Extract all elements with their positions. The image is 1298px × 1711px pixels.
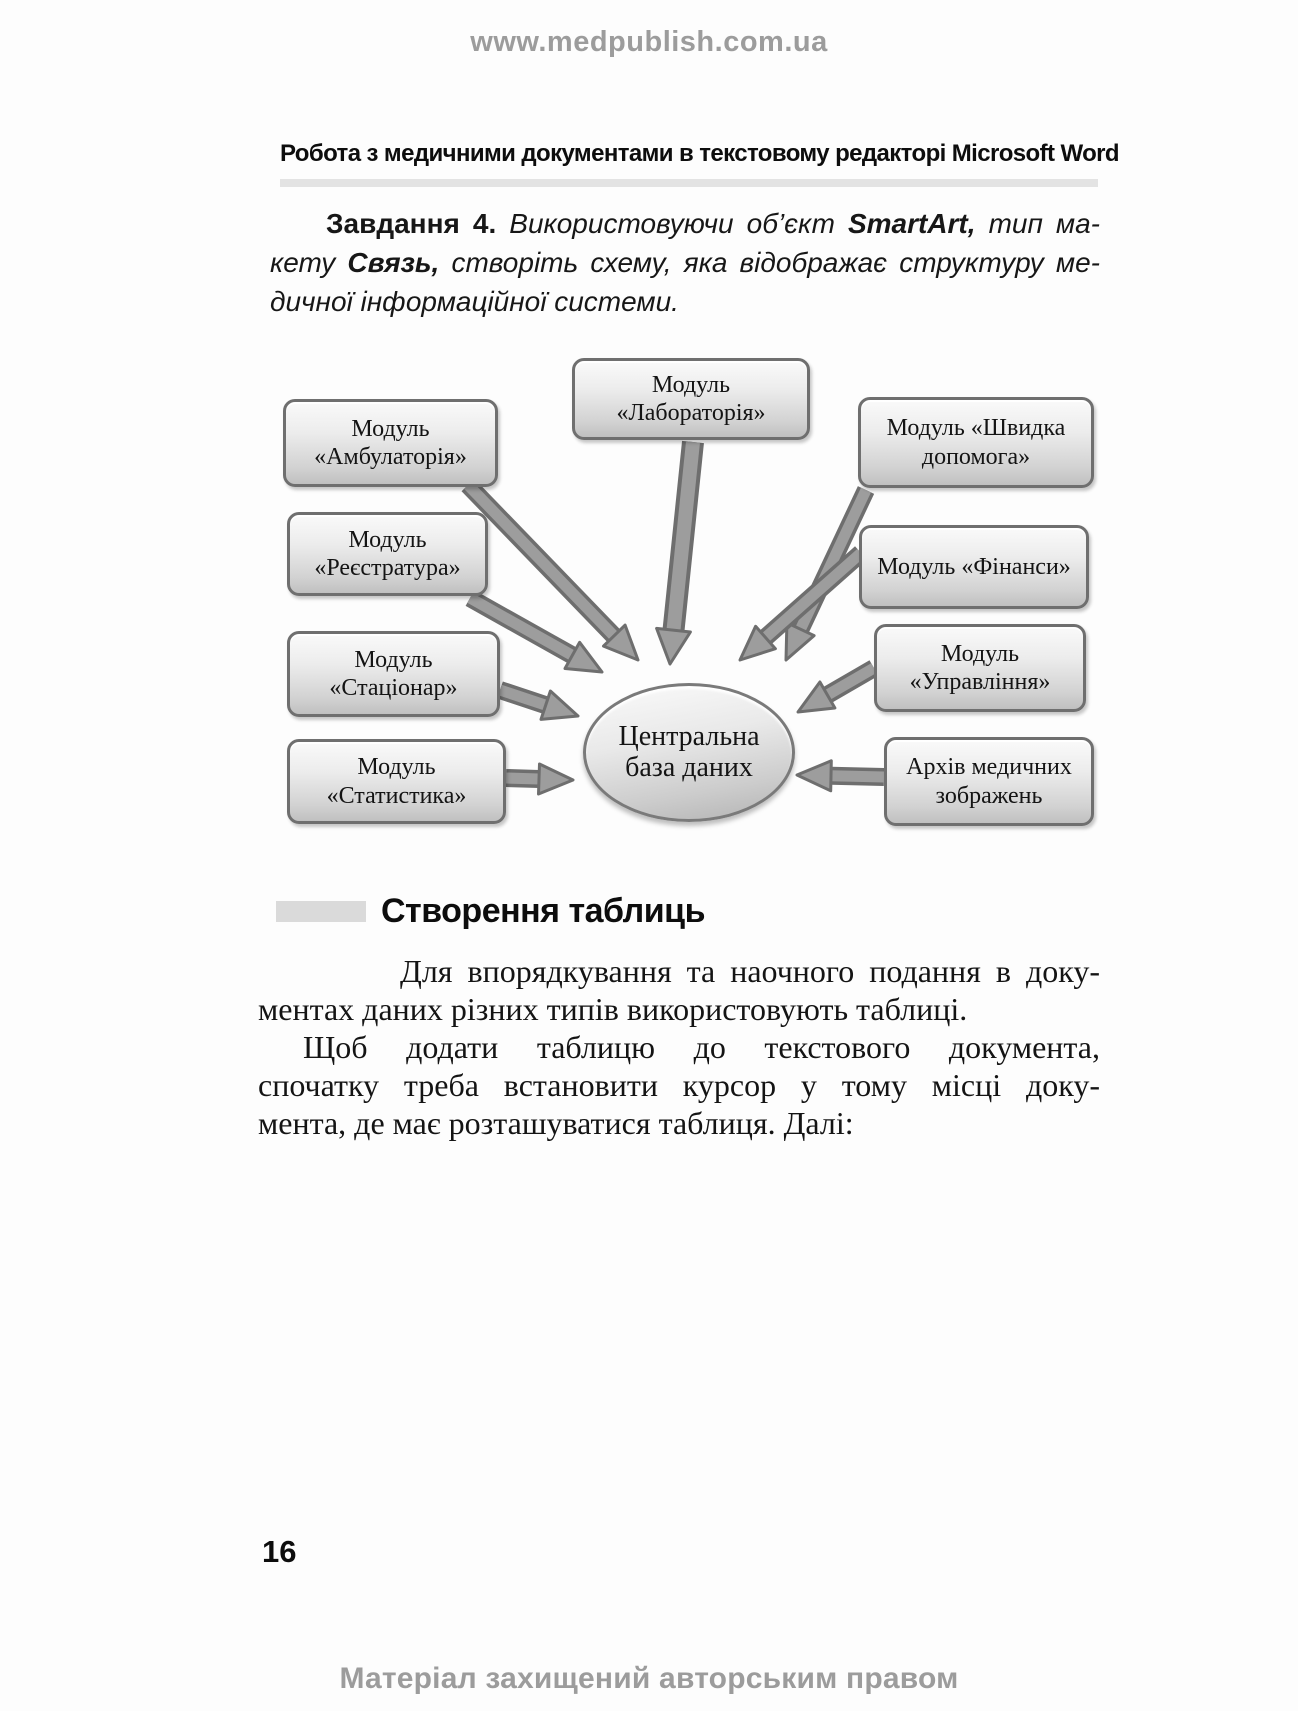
task-paragraph: [270, 204, 1100, 321]
central-database-ellipse: [583, 683, 795, 822]
diagram-box-label: Архів медичних зображень: [906, 754, 1072, 809]
diagram-box-finansy: [859, 525, 1089, 609]
task-smartart-term: SmartArt,: [847, 208, 976, 239]
running-header: Робота з медичними документами в текстовому редакторі Microsoft Word: [280, 140, 1119, 167]
diagram-box-statsionar: [287, 631, 500, 717]
arrow-laboratoriia: [657, 442, 693, 664]
arrow-arkhiv: [797, 761, 884, 791]
diagram-box-label: Модуль «Статистика»: [326, 754, 467, 809]
task-layout-term: Связь,: [347, 247, 440, 278]
diagram-box-label: Модуль «Амбулаторія»: [314, 415, 467, 470]
task-text: Використовуючи об’єкт: [496, 208, 848, 239]
publisher-watermark-top: www.medpublish.com.ua: [470, 26, 828, 58]
body-paragraph-2: [258, 1028, 1100, 1142]
diagram-box-label: Модуль «Реєстратура»: [314, 526, 461, 581]
body-line: Щоб додати таблицю до текстового документа,: [303, 1029, 1100, 1065]
body-line: Для впорядкування та наочного подання в доку-: [400, 953, 1100, 989]
diagram-box-label: Модуль «Управління»: [909, 640, 1051, 695]
task-text: дичної інформаційної системи.: [270, 286, 679, 317]
body-line: ментах даних різних типів використовують таблиці.: [258, 991, 968, 1027]
diagram-box-upravlinnia: [874, 624, 1086, 712]
arrow-statsionar: [500, 690, 578, 719]
header-rule: [280, 179, 1098, 187]
central-database-label: Центральна база даних: [618, 720, 760, 783]
diagram-box-label: Модуль «Фінанси»: [877, 553, 1071, 580]
arrow-finansy: [740, 553, 861, 660]
arrow-statystyka: [506, 764, 573, 794]
diagram-box-ambulatoriia: [283, 399, 498, 487]
page-number: 16: [262, 1534, 297, 1569]
task-number-label: Завдання 4.: [326, 208, 497, 239]
arrow-upravlinnia: [798, 668, 874, 712]
diagram-box-arkhiv-zobrazhen: [884, 737, 1094, 826]
body-line: спочатку треба встановити курсор у тому місці доку-: [258, 1067, 1100, 1103]
diagram-box-shvydka-dopomoha: [858, 397, 1094, 488]
section-heading-row: [276, 893, 705, 929]
arrow-shvydka-dopomoha: [786, 490, 866, 660]
body-line: мента, де має розташуватися таблиця. Далі:: [258, 1105, 854, 1141]
task-line-2: [270, 243, 1100, 282]
diagram-box-label: Модуль «Стаціонар»: [329, 646, 458, 701]
diagram-box-label: Модуль «Лабораторія»: [616, 371, 766, 426]
diagram-box-reiestratura: [287, 512, 488, 596]
diagram-box-statystyka: [287, 739, 506, 824]
body-paragraph-1: [258, 952, 1100, 1028]
task-text: створіть схему, яка відображає структуру ме-: [439, 247, 1101, 278]
section-marker-bar: [276, 901, 366, 922]
task-line-1: [270, 204, 1100, 243]
task-text: кету: [270, 247, 348, 278]
task-line-3: [270, 282, 1100, 321]
copyright-watermark-bottom: Матеріал захищений авторським правом: [339, 1662, 959, 1695]
task-text: тип ма-: [975, 208, 1100, 239]
diagram-box-label: Модуль «Швидка допомога»: [886, 415, 1066, 470]
section-title: Створення таблиць: [381, 892, 705, 930]
diagram-box-laboratoriia: [572, 358, 810, 440]
